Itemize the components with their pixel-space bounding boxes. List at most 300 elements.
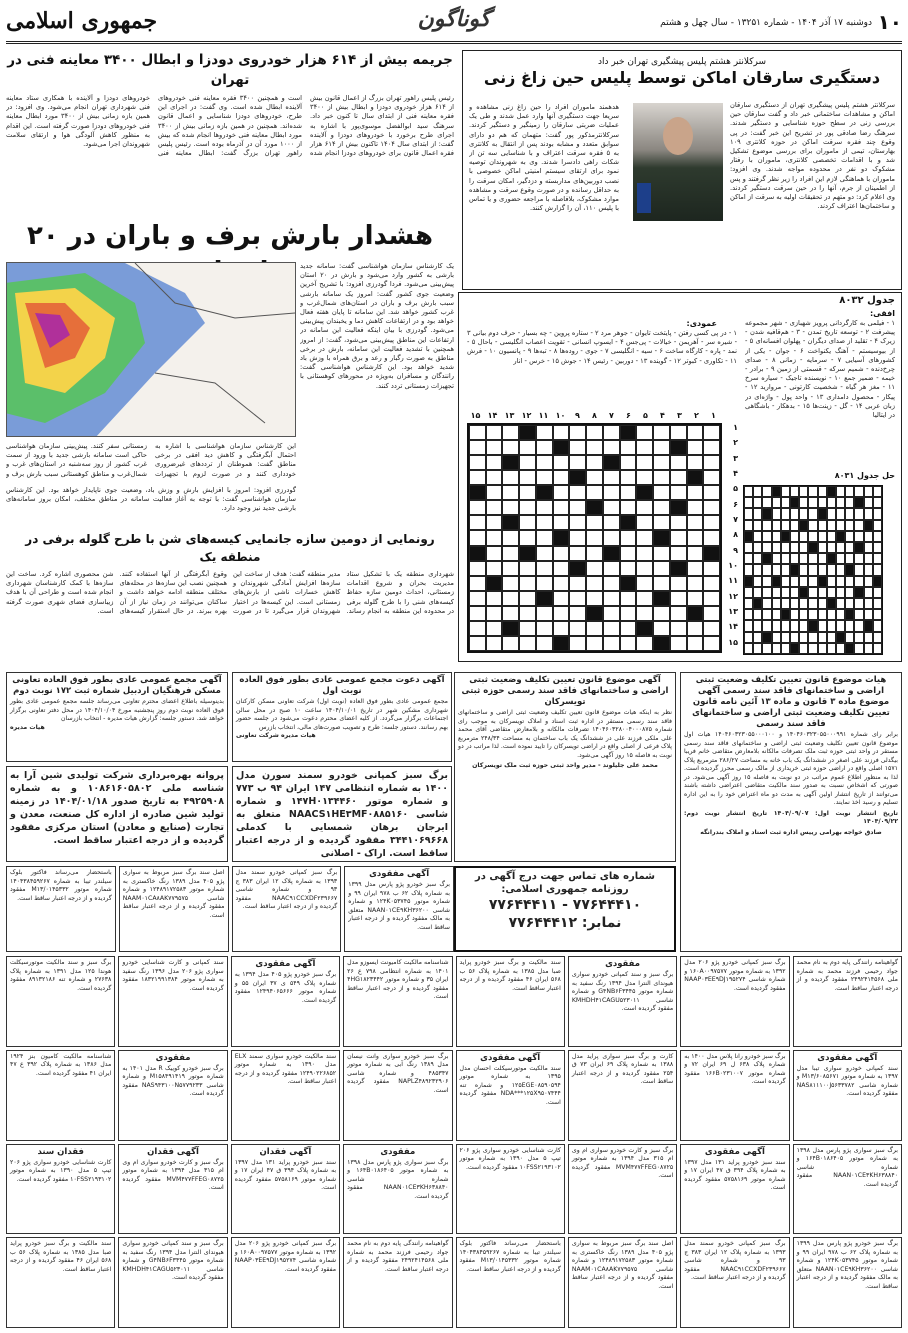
crossword-cell[interactable] [569, 500, 586, 515]
crossword-cell[interactable] [536, 546, 553, 561]
crossword-cell[interactable] [620, 591, 637, 606]
crossword-cell[interactable] [502, 425, 519, 440]
crossword-cell[interactable] [469, 455, 486, 470]
crossword-cell [827, 564, 836, 575]
crossword-block [854, 542, 863, 553]
newspaper-logo: جمهوری اسلامی [6, 8, 158, 34]
crossword-cell[interactable] [486, 515, 503, 530]
crossword-cell[interactable] [553, 621, 570, 636]
crossword-cell[interactable] [703, 636, 720, 651]
row-number: ۴ [733, 468, 738, 478]
ad-registration-2 [454, 672, 676, 862]
crossword-cell[interactable] [636, 530, 653, 545]
crossword-cell[interactable] [486, 606, 503, 621]
crossword-cell[interactable] [586, 530, 603, 545]
crossword-cell[interactable] [703, 455, 720, 470]
crossword-cell[interactable] [502, 530, 519, 545]
crossword-cell[interactable] [703, 425, 720, 440]
lost-item-ad [118, 1237, 227, 1328]
crossword-cell[interactable] [620, 500, 637, 515]
crossword-cell [854, 564, 863, 575]
crossword-block [753, 598, 762, 609]
crossword-cell[interactable] [670, 636, 687, 651]
crossword-cell [762, 497, 771, 508]
crossword-cell[interactable] [519, 440, 536, 455]
crossword-cell[interactable] [687, 591, 704, 606]
crossword-cell[interactable] [553, 470, 570, 485]
crossword-cell[interactable] [519, 515, 536, 530]
date-line: دوشنبه ۱۷ آذر ۱۴۰۴ - شماره ۱۳۲۵۱ - سال چهل و هشتم [660, 18, 872, 28]
crossword-cell[interactable] [502, 500, 519, 515]
crossword-cell[interactable] [687, 636, 704, 651]
crossword-cell[interactable] [687, 621, 704, 636]
crossword-cell [845, 632, 854, 643]
crossword-cell[interactable] [603, 500, 620, 515]
crossword-cell[interactable] [586, 576, 603, 591]
crossword-cell [753, 508, 762, 519]
crossword-cell [781, 576, 790, 587]
row-number: ۲ [733, 438, 738, 448]
article-thieves [462, 50, 902, 290]
crossword-cell [781, 632, 790, 643]
crossword-cell[interactable] [486, 561, 503, 576]
crossword-cell[interactable] [586, 621, 603, 636]
crossword-cell[interactable] [687, 440, 704, 455]
crossword-cell[interactable] [586, 561, 603, 576]
crossword-cell[interactable] [703, 591, 720, 606]
crossword-cell[interactable] [569, 621, 586, 636]
crossword-cell [845, 508, 854, 519]
crossword-grid[interactable] [467, 423, 722, 653]
crossword-cell [799, 564, 808, 575]
crossword-cell[interactable] [670, 606, 687, 621]
crossword-cell[interactable] [569, 485, 586, 500]
crossword-cell [762, 542, 771, 553]
row-number: ۵ [733, 484, 738, 494]
crossword-cell[interactable] [636, 440, 653, 455]
crossword-cell[interactable] [653, 455, 670, 470]
crossword-cell [836, 486, 845, 497]
crossword-block [873, 576, 882, 587]
crossword-cell [836, 643, 845, 654]
crossword-cell[interactable] [653, 546, 670, 561]
crossword-cell[interactable] [553, 515, 570, 530]
crossword-cell[interactable] [486, 470, 503, 485]
crossword-cell[interactable] [636, 455, 653, 470]
crossword-cell [799, 486, 808, 497]
crossword-block [586, 500, 603, 515]
crossword-cell[interactable] [519, 561, 536, 576]
crossword-cell[interactable] [687, 561, 704, 576]
ad-title: آگهی مفقودی [817, 1052, 878, 1063]
crossword-cell [762, 643, 771, 654]
crossword-cell[interactable] [603, 425, 620, 440]
crossword-cell [873, 553, 882, 564]
crossword-cell [762, 620, 771, 631]
crossword-cell[interactable] [687, 515, 704, 530]
crossword-cell[interactable] [620, 440, 637, 455]
lost-item-ad [6, 1144, 115, 1235]
crossword-cell [845, 542, 854, 553]
crossword-cell[interactable] [569, 515, 586, 530]
crossword-block [845, 643, 854, 654]
crossword-cell [799, 576, 808, 587]
crossword-cell[interactable] [469, 530, 486, 545]
crossword-cell[interactable] [486, 621, 503, 636]
crossword-cell[interactable] [703, 485, 720, 500]
crossword-cell [818, 632, 827, 643]
crossword-cell [753, 520, 762, 531]
crossword-cell[interactable] [603, 561, 620, 576]
column-number: ۱۲ [521, 411, 532, 420]
crossword-cell [854, 508, 863, 519]
crossword-cell[interactable] [536, 470, 553, 485]
horizontal-clues: ۱ - فیلمی به کارگردانی پرویز شهبازی - شهر مجموعه پیشرفت ۲ - توسعه تاریخ تمدن - ۳ - هم‌قافیه شدن - زیرک ۴ - تقلید از صدای دیگران - پهلوان افسانه‌ای ۵ - از بیوسیستم - آهنگ یکنواخت ۶ - جوان - یکی از کشورهای آسیایی ۷ - سرمایه - زمانی ۸ - صدای چرخ‌دنده - شمیم سرکه - قسمتی از زمین ۹ - برادر - خیمه - ضمیر جمع ۱۰ - نویسنده تاجیک - سیاره سرخ ۱۱ - مغز هر گیاه - شخصیت کارتونی - مروارید ۱۲ - پیکار - محصول دامداری ۱۳ - واحد پول - واژه‌ای در زبان عربی ۱۴ - گل - زینت‌ها ۱۵ - بدهکار - باشگاهی در ایتالیا [745, 319, 895, 420]
crossword-cell[interactable] [536, 425, 553, 440]
crossword-cell[interactable] [553, 455, 570, 470]
crossword-cell[interactable] [502, 606, 519, 621]
crossword-block [636, 621, 653, 636]
crossword-cell[interactable] [486, 440, 503, 455]
crossword-cell[interactable] [536, 515, 553, 530]
crossword-cell[interactable] [636, 561, 653, 576]
crossword-cell[interactable] [703, 606, 720, 621]
crossword-cell[interactable] [553, 425, 570, 440]
crossword-cell [836, 564, 845, 575]
crossword-cell[interactable] [469, 470, 486, 485]
crossword-cell[interactable] [653, 440, 670, 455]
ad-title: آگهی مفقودی [480, 1052, 541, 1063]
crossword-cell[interactable] [486, 591, 503, 606]
crossword-cell[interactable] [469, 621, 486, 636]
crossword-cell[interactable] [620, 606, 637, 621]
crossword-cell [790, 632, 799, 643]
crossword-cell[interactable] [469, 576, 486, 591]
crossword-cell[interactable] [569, 425, 586, 440]
crossword-cell[interactable] [536, 576, 553, 591]
crossword-cell[interactable] [687, 455, 704, 470]
crossword-cell[interactable] [703, 561, 720, 576]
crossword-cell[interactable] [519, 636, 536, 651]
crossword-cell[interactable] [620, 485, 637, 500]
crossword-cell[interactable] [687, 500, 704, 515]
crossword-cell[interactable] [636, 591, 653, 606]
crossword-cell[interactable] [469, 425, 486, 440]
crossword-cell[interactable] [519, 621, 536, 636]
crossword-cell [818, 520, 827, 531]
crossword-cell[interactable] [653, 606, 670, 621]
crossword-cell [753, 497, 762, 508]
ad-body: برگ سبز کمپانی خودرو سمند مدل ۱۳۹۳ به شماره پلاک ۱۲ ایران ۳۸۳ ج ۹۳ و شماره شاسی NAAC۹۱CCXDF۲۳۹۶۶۷ مفقود گردیده و از درجه اعتبار ساقط است. [235, 869, 338, 910]
crossword-cell[interactable] [469, 591, 486, 606]
lost-item-ad [118, 956, 227, 1047]
crossword-cell [808, 497, 817, 508]
crossword-cell[interactable] [670, 515, 687, 530]
crossword-cell[interactable] [703, 621, 720, 636]
crossword-cell[interactable] [586, 425, 603, 440]
crossword-block [808, 620, 817, 631]
crossword-cell[interactable] [536, 561, 553, 576]
small-ads-row-1 [6, 866, 454, 952]
crossword-cell[interactable] [603, 530, 620, 545]
crossword-block [653, 636, 670, 651]
crossword-cell [790, 531, 799, 542]
crossword-cell[interactable] [620, 621, 637, 636]
crossword-cell[interactable] [502, 561, 519, 576]
crossword-cell[interactable] [620, 636, 637, 651]
crossword-cell[interactable] [486, 425, 503, 440]
crossword-cell[interactable] [519, 591, 536, 606]
crossword-cell[interactable] [586, 636, 603, 651]
crossword-cell[interactable] [586, 591, 603, 606]
crossword-block [553, 440, 570, 455]
crossword-cell [744, 542, 753, 553]
crossword-cell[interactable] [670, 425, 687, 440]
crossword-cell[interactable] [603, 440, 620, 455]
crossword-cell[interactable] [536, 440, 553, 455]
crossword-cell[interactable] [687, 530, 704, 545]
crossword-cell[interactable] [519, 576, 536, 591]
crossword-cell[interactable] [620, 546, 637, 561]
crossword-cell[interactable] [670, 470, 687, 485]
crossword-block [772, 486, 781, 497]
crossword-cell [836, 542, 845, 553]
crossword-cell[interactable] [486, 455, 503, 470]
crossword-cell[interactable] [653, 576, 670, 591]
crossword-cell [808, 553, 817, 564]
crossword-block [762, 508, 771, 519]
ad-body: بدینوسیله باطلاع اعضای محترم تعاونی می‌رساند جلسه مجمع عمومی عادی بطور فوق العاده نوبت دوم روز پنجشنبه مورخ ۱۴۰۴/۱۰/۰۴ در محل دفتر تعاونی برگزار خواهد شد. دستور جلسه: گزارش هیات مدیره - انتخاب بازرسان [10, 698, 224, 722]
crossword-cell[interactable] [519, 485, 536, 500]
crossword-cell[interactable] [502, 636, 519, 651]
crossword-cell[interactable] [586, 440, 603, 455]
crossword-cell[interactable] [519, 530, 536, 545]
crossword-cell[interactable] [636, 500, 653, 515]
crossword-cell [781, 542, 790, 553]
crossword-cell[interactable] [670, 591, 687, 606]
row-number: ۱۲ [728, 591, 738, 601]
crossword-cell[interactable] [536, 606, 553, 621]
crossword-cell[interactable] [620, 455, 637, 470]
crossword-cell[interactable] [703, 515, 720, 530]
crossword-cell [854, 553, 863, 564]
crossword-cell[interactable] [519, 455, 536, 470]
crossword-cell [864, 497, 873, 508]
crossword-cell [762, 576, 771, 587]
crossword-cell[interactable] [703, 440, 720, 455]
crossword-cell[interactable] [519, 500, 536, 515]
crossword-cell[interactable] [553, 546, 570, 561]
crossword-cell[interactable] [502, 576, 519, 591]
crossword-cell[interactable] [687, 546, 704, 561]
crossword-cell[interactable] [536, 621, 553, 636]
crossword-cell[interactable] [569, 455, 586, 470]
crossword-cell[interactable] [553, 576, 570, 591]
ad-body: مجمع عمومی عادی بطور فوق العاده (نوبت اول) شرکت تعاونی مسکن کارکنان شهرداری مشکین شهر در تاریخ ۱۴۰۴/۱۰/۰۱ ساعت ۱۰ صبح در محل سالن اجتماعات برگزار می‌گردد. از کلیه اعضای محترم دعوت می‌شود در جلسه حضور بهم رسانند. دستور جلسه: طرح و تصویب صورت‌های مالی، انتخاب بازرس [236, 698, 448, 731]
crossword-cell[interactable] [653, 561, 670, 576]
crossword-cell[interactable] [636, 425, 653, 440]
crossword-cell[interactable] [502, 591, 519, 606]
crossword-cell[interactable] [636, 636, 653, 651]
crossword-cell[interactable] [603, 621, 620, 636]
crossword-cell [836, 587, 845, 598]
crossword-block [519, 546, 536, 561]
crossword-cell[interactable] [687, 485, 704, 500]
crossword-cell[interactable] [653, 621, 670, 636]
ad-body: اصل سند برگ سبز مربوط به سواری پژو ۴۰۵ مدل ۱۳۸۹ رنگ خاکستری به شماره موتور ۱۲۴۸۹۱۷۲۵۸۳ و شماره شاسی NAAM۰۱CA۸AK۷۷۹۵۷۵ مفقود گردیده و از درجه اعتبار ساقط است. [571, 1240, 674, 1290]
crossword-cell [781, 598, 790, 609]
ad-title: آگهی دعوت مجمع عمومی عادی بطور فوق العاده نوبت اول [239, 675, 445, 696]
crossword-cell[interactable] [469, 636, 486, 651]
ad-body: پروانه بهره‌برداری شرکت تولیدی شین آرا به شناسه ملی ۱۰۸۶۱۶۰۵۸۰۲ و به شماره ۴۹۲۵۹۰۸ به تاریخ صدور ۱۴۰۴/۰۱/۱۸ در زمینه تولید شین صادره از اداره کل صنعت، معدن و تجارت (صنایع و معادن) استان مرکزی مفقود گردیده و از درجه اعتبار ساقط است. [10, 770, 225, 846]
page-number: ۱۰ [877, 10, 902, 34]
crossword-cell[interactable] [536, 636, 553, 651]
crossword-block [653, 530, 670, 545]
crossword-cell[interactable] [469, 515, 486, 530]
crossword-cell[interactable] [670, 530, 687, 545]
crossword-cell[interactable] [536, 500, 553, 515]
crossword-cell[interactable] [502, 485, 519, 500]
crossword-cell[interactable] [653, 470, 670, 485]
crossword-cell[interactable] [486, 636, 503, 651]
crossword-cell[interactable] [703, 530, 720, 545]
crossword-cell[interactable] [603, 470, 620, 485]
crossword-cell[interactable] [569, 591, 586, 606]
crossword-cell[interactable] [653, 485, 670, 500]
crossword-cell[interactable] [653, 515, 670, 530]
crossword-cell[interactable] [703, 500, 720, 515]
crossword-cell[interactable] [603, 576, 620, 591]
crossword-cell[interactable] [569, 576, 586, 591]
crossword-block [864, 520, 873, 531]
vertical-clues: ۱ - در پی کسی رفتن - پایتخت تایوان - جوهر مرد ۲ - ستاره پروین - چه بسیار - حرف دوم بیانی ۳ - شیره سر - آهریمن - خیالات - پی‌جس ۴ - ایسوپ انسانی - تقویت اعصاب انگلیسی - باحال ۵ - نمد - پاره - کارگاه ساخت ۶ - سیه - انگلیسی ۷ - جوی - روده‌ها ۸ - تبه‌ها ۹ - پانسیون ۱۰ - فرش ۱۱ - تکاوری - کبوتر ۱۲ - گوینده ۱۳ - دوربین - رئیس ۱۴ - جوش ۱۵ - خرس - انار [467, 329, 737, 365]
crossword-cell[interactable] [569, 546, 586, 561]
crossword-cell[interactable] [636, 546, 653, 561]
crossword-cell[interactable] [653, 425, 670, 440]
crossword-cell[interactable] [636, 470, 653, 485]
ad-body: سند سبز خودرو پراید ۱۳۱ مدل ۱۳۹۷ به شماره پلاک ۳۹۴ ق ۴۷ ایران ۱۷ و شماره موتور ۵۷۵۸۱۶۹ مفقود گردیده است. [234, 1158, 337, 1191]
crossword-block [569, 561, 586, 576]
crossword-cell[interactable] [553, 606, 570, 621]
crossword-cell[interactable] [653, 500, 670, 515]
crossword-cell[interactable] [670, 621, 687, 636]
crossword-cell [790, 520, 799, 531]
crossword-cell[interactable] [670, 485, 687, 500]
crossword-cell[interactable] [670, 546, 687, 561]
crossword-cell[interactable] [603, 485, 620, 500]
crossword-cell [790, 598, 799, 609]
crossword-cell[interactable] [620, 530, 637, 545]
crossword-cell[interactable] [486, 500, 503, 515]
article-headline: رونمایی از دومین سازه جانمایی کیسه‌های شن با طرح گلوله برفی در منطقه یک [25, 532, 435, 564]
crossword-cell[interactable] [586, 470, 603, 485]
crossword-cell[interactable] [687, 576, 704, 591]
crossword-cell[interactable] [469, 500, 486, 515]
crossword-cell [753, 632, 762, 643]
crossword-cell[interactable] [502, 546, 519, 561]
crossword-cell[interactable] [486, 530, 503, 545]
crossword-cell [753, 643, 762, 654]
crossword-cell[interactable] [603, 515, 620, 530]
ad-body: برگ سبز سواری پژو پارس مدل ۱۳۹۸ به شماره موتور ۱۶۴B۰۱۸۶۴۰۵ و شماره شاسی NAAN۰۱CE۳KH۶۳۸۸۴۰ مفقود گردیده است. [347, 1158, 449, 1200]
crossword-cell[interactable] [569, 636, 586, 651]
crossword-block [799, 520, 808, 531]
crossword-cell[interactable] [519, 606, 536, 621]
crossword-cell[interactable] [553, 561, 570, 576]
crossword-cell[interactable] [469, 561, 486, 576]
crossword-cell[interactable] [603, 636, 620, 651]
crossword-cell[interactable] [636, 576, 653, 591]
crossword-cell[interactable] [569, 530, 586, 545]
crossword-cell[interactable] [469, 440, 486, 455]
crossword-cell[interactable] [486, 485, 503, 500]
crossword-cell [762, 531, 771, 542]
crossword-cell[interactable] [620, 561, 637, 576]
crossword-cell[interactable] [553, 591, 570, 606]
crossword-cell[interactable] [502, 470, 519, 485]
column-number: ۸ [592, 411, 597, 420]
crossword-cell [762, 587, 771, 598]
crossword-cell[interactable] [586, 485, 603, 500]
lost-item-ad [232, 866, 342, 952]
crossword-cell[interactable] [636, 515, 653, 530]
crossword-cell[interactable] [620, 470, 637, 485]
crossword-cell[interactable] [603, 591, 620, 606]
crossword-cell[interactable] [670, 455, 687, 470]
ad-body: سند کمپانی و کارت شناسایی خودرو سواری پژو ۲۰۶ مدل ۱۳۹۶ رنگ سفید به شماره موتور ۱۸۳۲۱۹۹۱۳۸۴ مفقود گردیده است. [122, 959, 224, 992]
crossword-cell[interactable] [553, 485, 570, 500]
crossword-cell [864, 643, 873, 654]
crossword-cell[interactable] [553, 500, 570, 515]
crossword-cell [772, 587, 781, 598]
crossword-cell[interactable] [469, 606, 486, 621]
crossword-cell [864, 564, 873, 575]
crossword-cell[interactable] [486, 546, 503, 561]
crossword-cell[interactable] [502, 440, 519, 455]
crossword-cell[interactable] [569, 606, 586, 621]
small-ads-grid [6, 956, 902, 1328]
fax-number: نمابر: ۷۷۶۴۴۴۱۲ [508, 915, 622, 931]
crossword-cell[interactable] [569, 440, 586, 455]
crossword-cell[interactable] [586, 515, 603, 530]
ad-body: برگ سبز کمپانی خودرو سمند مدل ۱۳۹۳ به شماره پلاک ۱۲ ایران ۳۸۳ ج ۹۳ و شماره شاسی NAAC۹۱CCXDF۲۳۹۶۶۷ مفقود گردیده و از درجه اعتبار ساقط است. [684, 1240, 786, 1282]
crossword-cell [753, 542, 762, 553]
crossword-cell[interactable] [586, 455, 603, 470]
crossword-block [486, 576, 503, 591]
crossword-cell[interactable] [586, 546, 603, 561]
crossword-cell[interactable] [519, 470, 536, 485]
crossword-cell[interactable] [536, 455, 553, 470]
crossword-cell [762, 486, 771, 497]
crossword-cell [744, 520, 753, 531]
vertical-label: عمودی: [686, 319, 717, 328]
crossword-cell[interactable] [687, 425, 704, 440]
crossword-cell [762, 520, 771, 531]
crossword-cell[interactable] [670, 576, 687, 591]
crossword-cell [818, 643, 827, 654]
article-body: سرکلانتر هشتم پلیس پیشگیری تهران از دستگیری سارقان اماکن و مشاهدات ساختمانی خبر داد و گفت سارقان حین بررسی زنی در سطح حوزه شناسایی و دستگیر شدند. سرهنگ رضا صادقی پور در تشریح این خبر گفت: در پی وقوع چند فقره سرقت اماکن در حوزه کلانتری ۱۰۹ بهارستان، تیمی از ماموران برای بررسی موضوع تشکیل شد و با اقدامات تخصصی کلانتری، ماموران با رفتار مشکوک دو نفر در محدوده مواجه شدند. وی افزود: ماموران با هماهنگی لازم این افراد را زیر نظر گرفتند و پس از اطمینان از جرم، آنها را در حین سرقت دستگیر کردند. وی اعلام کرد: دو متهم در تحقیقات اولیه به سرقت از اماکن و ساختمان‌ها اعتراف کردند. [730, 101, 895, 211]
crossword-cell [772, 643, 781, 654]
column-number: ۳ [677, 411, 682, 420]
crossword-cell[interactable] [603, 606, 620, 621]
crossword-cell[interactable] [703, 470, 720, 485]
ad-signature: هیات مدیره [10, 723, 45, 731]
crossword-cell[interactable] [536, 530, 553, 545]
crossword-cell[interactable] [636, 606, 653, 621]
crossword-block [620, 425, 637, 440]
crossword-cell[interactable] [703, 576, 720, 591]
crossword-block [836, 531, 845, 542]
